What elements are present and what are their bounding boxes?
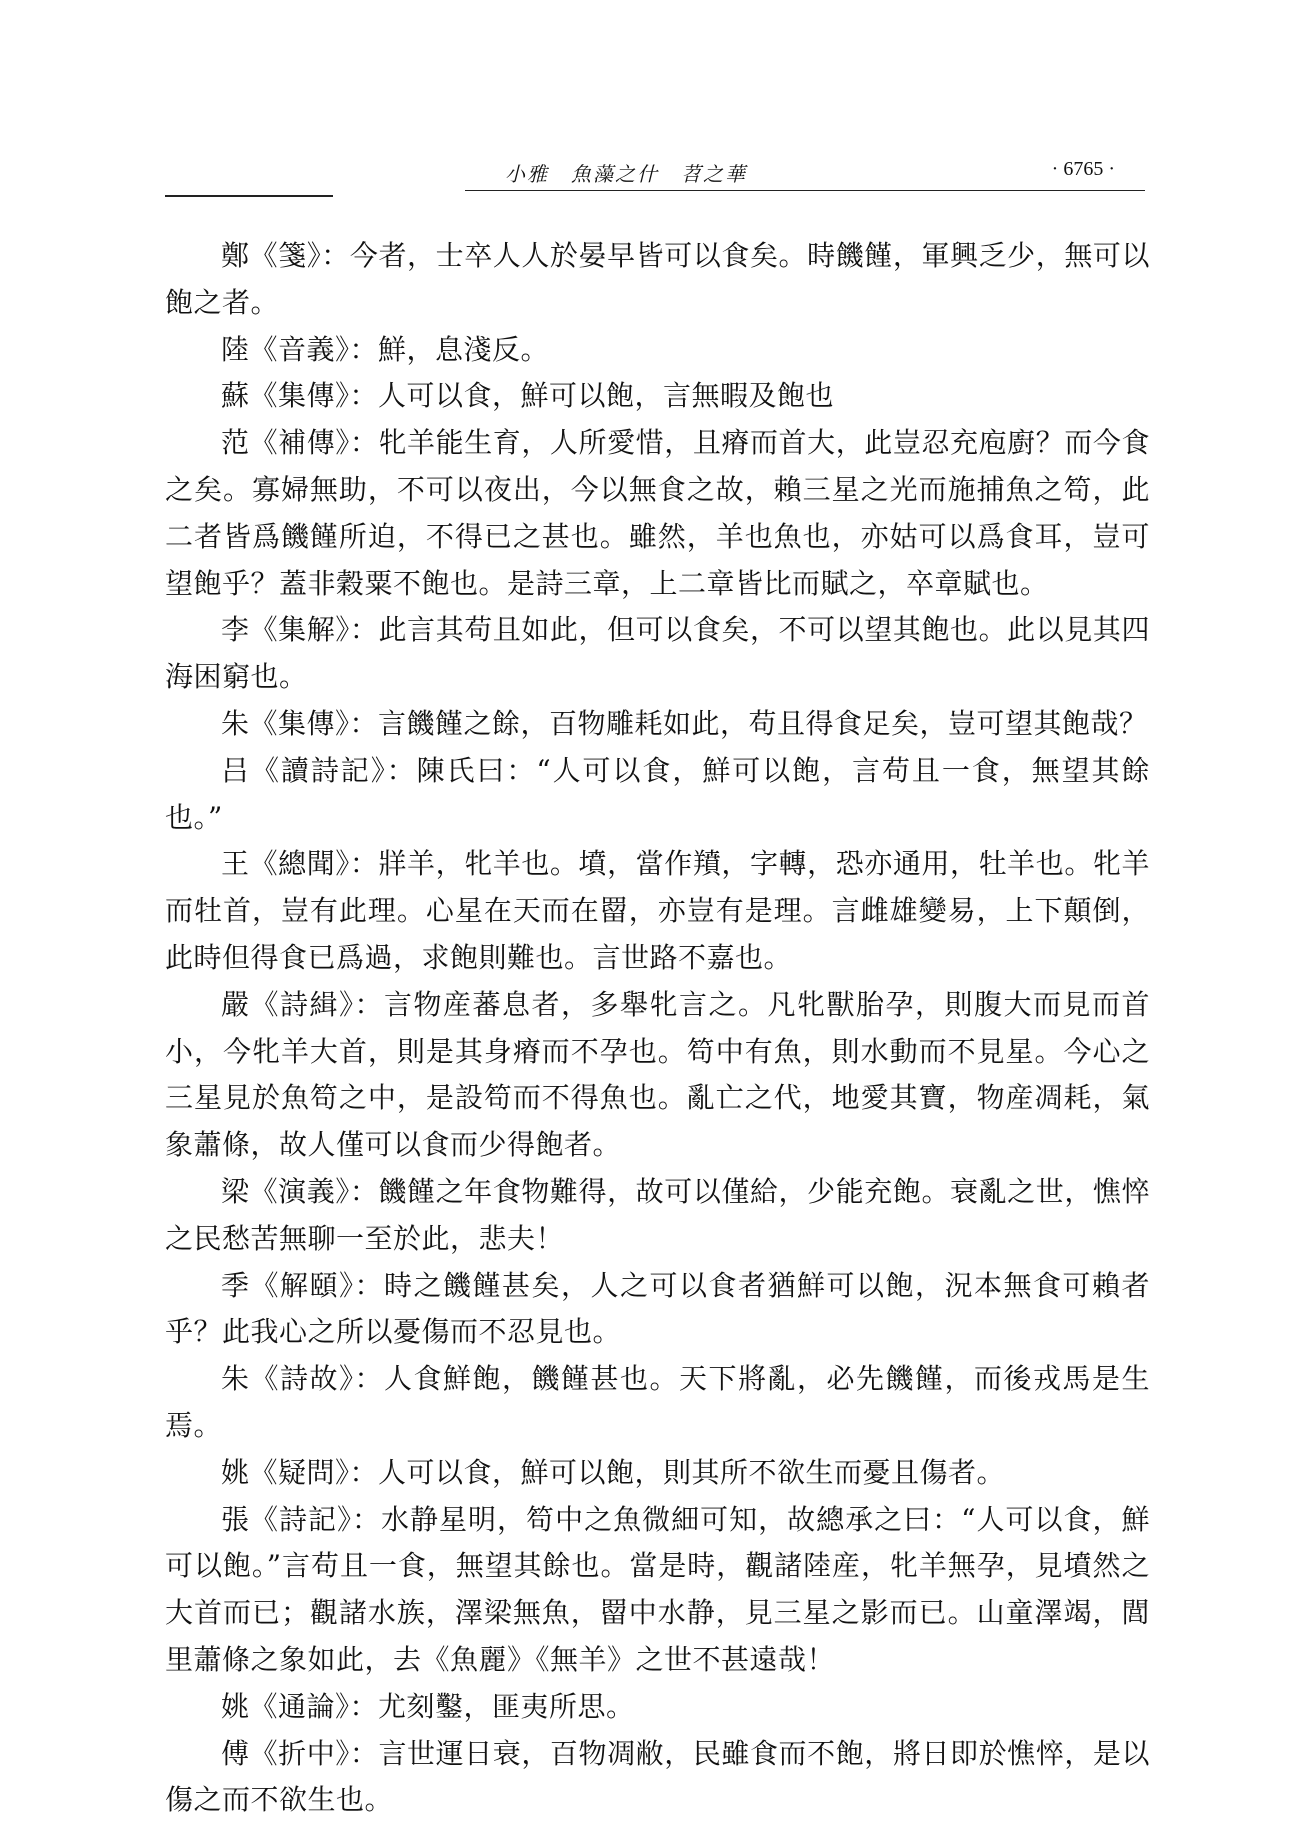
- commentary-paragraph: 姚《通論》：尤刻鑿，匪夷所思。: [221, 1689, 635, 1723]
- commentary-paragraph: 張《詩記》：水静星明，笱中之魚微細可知，故總承之曰：“人可以食，鮮可以飽。”言苟且一食，無望其餘也。當是時，觀諸陸産，牝羊無孕，見墳然之大首而已；觀諸水族，澤梁無魚，罶中水静，見三星之影而已。山童澤竭，閭里蕭條之象如此，去《魚麗》《無羊》之世不甚遠哉！: [165, 1502, 1150, 1676]
- commentary-paragraph: 嚴《詩緝》：言物産蕃息者，多舉牝言之。凡牝獸胎孕，則腹大而見而首小，今牝羊大首，則是其身瘠而不孕也。笱中有魚，則水動而不見星。今心之三星見於魚笱之中，是設笱而不得魚也。亂亡之代，地愛其寶，物産凋耗，氣象蕭條，故人僅可以食而少得飽者。: [165, 987, 1150, 1162]
- commentary-paragraph: 陸《音義》：鮮，息淺反。: [221, 332, 550, 366]
- commentary-paragraph: 傅《折中》：言世運日衰，百物凋敝，民雖食而不飽，將日即於憔悴，是以傷之而不欲生也。: [165, 1736, 1150, 1817]
- commentary-paragraph: 吕《讀詩記》：陳氏曰：“人可以食，鮮可以飽，言苟且一食，無望其餘也。”: [165, 753, 1150, 834]
- running-title: [505, 158, 747, 187]
- header-section: 小雅: [505, 162, 549, 186]
- commentary-paragraph: 王《總聞》：牂羊，牝羊也。墳，當作羵，字轉，恐亦通用，牡羊也。牝羊而牡首，豈有此理。心星在天而在罶，亦豈有是理。言雌雄變易，上下顛倒，此時但得食已爲過，求飽則難也。言世路不嘉也。: [165, 847, 1150, 974]
- commentary-paragraph: 范《補傳》：牝羊能生育，人所愛惜，且瘠而首大，此豈忍充庖廚？而今食之矣。寡婦無助，不可以夜出，今以無食之故，賴三星之光而施捕魚之笱，此二者皆爲饑饉所迫，不得已之甚也。雖然，羊也魚也，亦姑可以爲食耳，豈可望飽乎？蓋非穀粟不飽也。是詩三章，上二章皆比而賦之，卒章賦也。: [165, 426, 1150, 600]
- commentary-paragraph: 鄭《箋》：今者，士卒人人於晏早皆可以食矣。時饑饉，軍興乏少，無可以飽之者。: [165, 239, 1150, 319]
- commentary-paragraph: 朱《詩故》：人食鮮飽，饑饉甚也。天下將亂，必先饑饉，而後戎馬是生焉。: [165, 1362, 1150, 1442]
- commentary-paragraph: 梁《演義》：饑饉之年食物難得，故可以僅給，少能充飽。衰亂之世，憔悴之民愁苦無聊一至於此，悲夫！: [165, 1174, 1150, 1255]
- page-number: · 6765 ·: [1051, 158, 1115, 180]
- page-header: [165, 158, 1145, 190]
- commentary-body: [165, 233, 1150, 1824]
- header-poem: 苕之華: [681, 162, 747, 186]
- commentary-paragraph: 姚《疑問》：人可以食，鮮可以飽，則其所不欲生而憂且傷者。: [221, 1455, 1006, 1489]
- commentary-paragraph: 蘇《集傳》：人可以食，鮮可以飽，言無暇及飽也: [221, 379, 835, 413]
- commentary-paragraph: 季《解頤》：時之饑饉甚矣，人之可以食者猶鮮可以飽，況本無食可賴者乎？此我心之所以憂傷而不忍見也。: [165, 1268, 1150, 1349]
- commentary-paragraph: 朱《集傳》：言饑饉之餘，百物雕耗如此，苟且得食足矣，豈可望其飽哉？: [221, 706, 1148, 740]
- commentary-paragraph: 李《集解》：此言其苟且如此，但可以食矣，不可以望其飽也。此以見其四海困窮也。: [165, 613, 1150, 694]
- header-rule: [465, 190, 1145, 191]
- header-left-rule: [165, 195, 333, 197]
- header-chapter: 魚藻之什: [571, 162, 659, 186]
